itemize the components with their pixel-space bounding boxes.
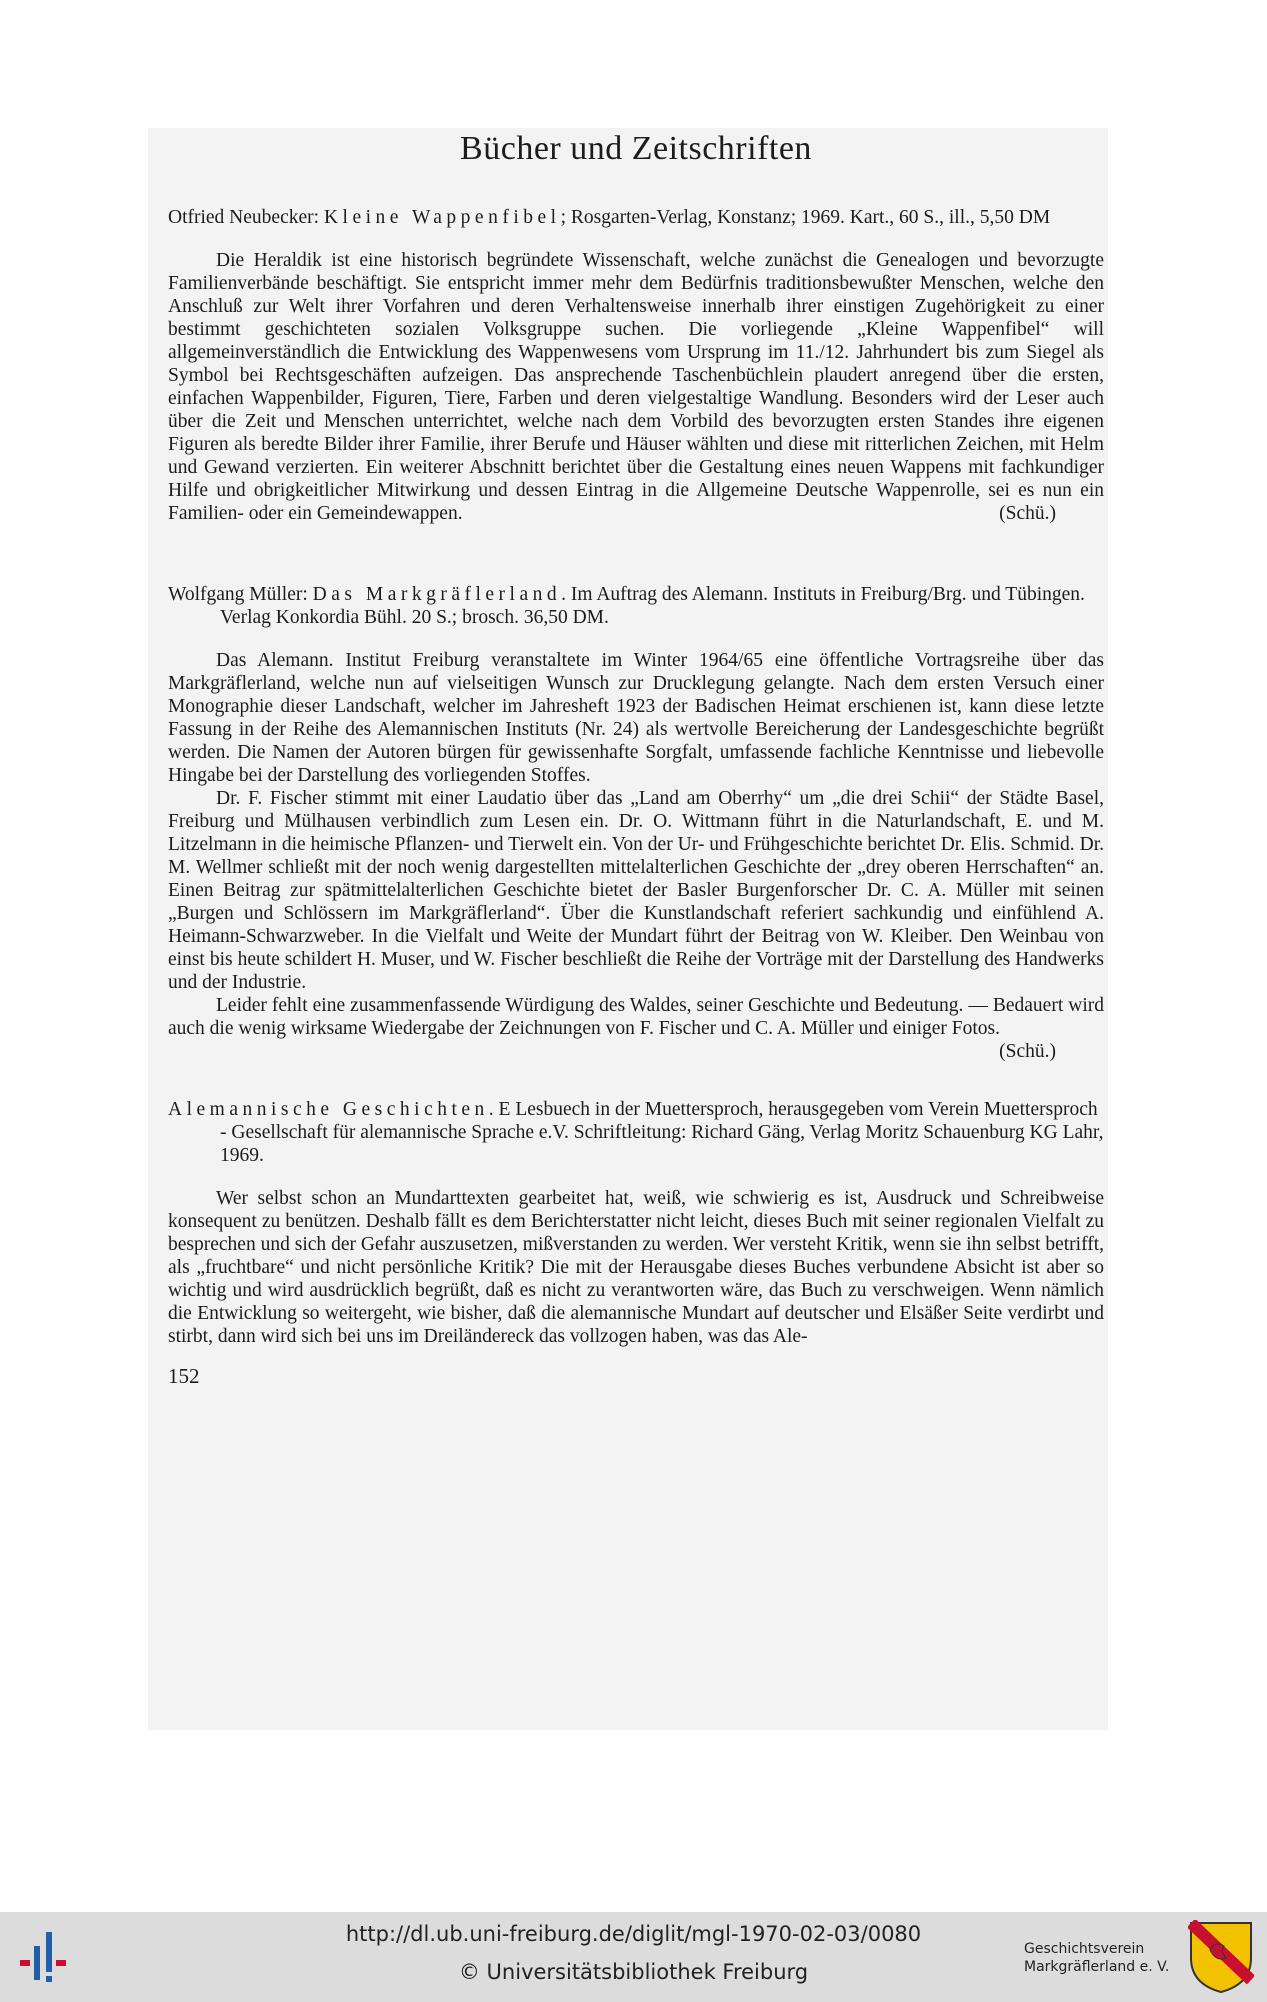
review-work-title: Alemannische Geschichten — [168, 1099, 489, 1120]
page-title: Bücher und Zeitschriften — [460, 130, 812, 167]
review-signature: (Schü.) — [999, 1041, 1056, 1062]
review-paragraph: Die Heraldik ist eine historisch begründete Wissenschaft, welche zunächst die Genealogen und bevorzugte Familienverbände beschäftigt. Sie entspricht immer mehr dem Bedürfnis traditionsbewußter Menschen, welche den Anschluß zur Welt ihrer Vorfahren und deren Verhaltensweise innerhalb ihrer einstigen Zugehörigkeit zu einer bestimmt geschichteten sozialen Volksgruppe suchen. Die vorliegende „Kleine Wappenfibel“ will allgemeinverständlich die Entwicklung des Wappenwesens vom Ursprung im 11./12. Jahrhundert bis zum Siegel als Symbol bei Rechtsgeschäften aufzeigen. Das ansprechende Taschenbüchlein plaudert anregend über die ersten, einfachen Wappenbilder, Figuren, Tiere, Farben und deren vielgestaltige Wandlung. Besonders wird der Leser auch über die Zeit und Menschen unterrichtet, welche nach dem Vorbild des bevorzugten ersten Standes ihre eigenen Figuren als beredte Bilder ihrer Familie, ihrer Berufe und Häuser wählten und diese mit ritterlichen Zeichen, mit Helm und Gewand verzierten. Ein weiterer Abschnitt berichtet über die Gestaltung eines neuen Wappens mit fachkundiger Hilfe und obrigkeitlicher Mitwirkung und dessen Eintrag in die Allgemeine Deutsche Wappenrolle, sei es nun ein Familien- oder ein Gemeindewappen. (Schü.) — [168, 250, 1104, 524]
footer-bar — [0, 1912, 1267, 2002]
review-signature: (Schü.) — [999, 503, 1056, 524]
review-1 — [168, 206, 1104, 525]
review-citation — [168, 583, 1104, 629]
review-paragraph: Dr. F. Fischer stimmt mit einer Laudatio über das „Land am Oberrhy“ um „die drei Schii“ der Städte Basel, Freiburg und Mülhausen verbindlich zum Lesen ein. Dr. O. Wittmann führt in die Naturlandschaft, E. und M. Litzelmann in die heimische Pflanzen- und Tierwelt ein. Von der Ur- und Frühgeschichte berichtet Dr. Elis. Schmid. Dr. M. Wellmer schließt mit der noch wenig dargestellten mittelalterlichen Geschichte der „drey oberen Herrschaften“ an. Einen Beitrag zur spätmittelalterlichen Geschichte bietet der Basler Burgenforscher Dr. C. A. Müller mit seinen „Burgen und Schlössern im Markgräflerland“. Über die Kunstlandschaft referiert sachkundig und einfühlend A. Heimann-Schwarzweber. In die Vielfalt und Weite der Mundart führt der Beitrag von W. Kleiber. Den Weinbau von einst bis heute schildert H. Muser, und W. Fischer beschließt die Reihe der Vorträge mit der Darstellung des Handwerks und der Industrie. — [168, 788, 1104, 993]
review-author: Otfried Neubecker: — [168, 207, 324, 228]
footer-copyright: © Universitätsbibliothek Freiburg — [458, 1960, 809, 1984]
review-work-title: Das Markgräflerland — [312, 584, 562, 605]
footer-url-link[interactable]: http://dl.ub.uni-freiburg.de/diglit/mgl-1970-02-03/0080 — [345, 1922, 922, 1946]
page-number: 152 — [168, 1364, 200, 1388]
coat-of-arms-icon — [1188, 1920, 1254, 1994]
review-publication: . E Lesbuech in der Muettersproch, herausgegeben vom Verein Muettersproch - Gesellschaft für alemannische Sprache e.V. Schriftleitung: Richard Gäng, Verlag Moritz Schauenburg KG Lahr, 1969. — [220, 1099, 1104, 1166]
review-3 — [168, 1098, 1104, 1348]
review-publication: ; Rosgarten-Verlag, Konstanz; 1969. Kart., 60 S., ill., 5,50 DM — [560, 207, 1051, 228]
review-publication: . Im Auftrag des Alemann. Instituts in Freiburg/Brg. und Tübingen. Verlag Konkordia Bühl. 20 S.; brosch. 36,50 DM. — [220, 584, 1085, 628]
review-paragraph: Das Alemann. Institut Freiburg veranstaltete im Winter 1964/65 eine öffentliche Vortragsreihe über das Markgräflerland, welche nun auf vielseitigen Wunsch zur Drucklegung gelangte. Nach dem ersten Versuch einer Monographie dieser Landschaft, welcher im Jahresheft 1923 der Badischen Heimat erschienen ist, kann diese letzte Fassung in der Reihe des Alemannischen Instituts (Nr. 24) als wertvolle Bereicherung der Landesgeschichte begrüßt werden. Die Namen der Autoren bürgen für gewissenhafte Sorgfalt, umfassende fachliche Kenntnisse und liebevolle Hingabe bei der Darstellung des vorliegenden Stoffes. — [168, 650, 1104, 786]
review-citation — [168, 1098, 1104, 1167]
review-paragraph: Wer selbst schon an Mundarttexten gearbeitet hat, weiß, wie schwierig es ist, Ausdruck und Schreibweise konsequent zu benützen. Deshalb fällt es dem Berichterstatter nicht leicht, dieses Buch mit seiner regionalen Vielfalt zu besprechen und sich der Gefahr auszusetzen, mißverstanden zu werden. Wer versteht Kritik, wenn sie ihn selbst betrifft, als „fruchtbare“ und nicht persönliche Kritik? Die mit der Herausgabe dieses Buches verbundene Absicht ist aber so wichtig und wird ausdrücklich begrüßt, daß es nicht zu verantworten wäre, das Buch zu verschweigen. Wenn nämlich die Entwicklung so weitergeht, wie bisher, daß die alemannische Mundart auf deutscher und Elsäßer Seite verdirbt und stirbt, dann wird sich bei uns im Dreiländereck das vollzogen haben, was das Ale- — [168, 1188, 1104, 1347]
review-author: Wolfgang Müller: — [168, 584, 313, 605]
book-page — [168, 130, 1104, 1389]
society-line: Markgräflerland e. V. — [1024, 1959, 1170, 1975]
review-work-title: Kleine Wappenfibel — [323, 207, 561, 228]
society-name — [1024, 1940, 1169, 1976]
review-2 — [168, 583, 1104, 1062]
review-paragraph: Leider fehlt eine zusammenfassende Würdigung des Waldes, seiner Geschichte und Bedeutung. — Bedauert wird auch die wenig wirksame Wiedergabe der Zeichnungen von F. Fischer und C. A. Müller und einiger Fotos. (Schü.) — [168, 995, 1104, 1062]
review-citation — [168, 206, 1104, 229]
society-line: Geschichtsverein — [1024, 1941, 1145, 1957]
